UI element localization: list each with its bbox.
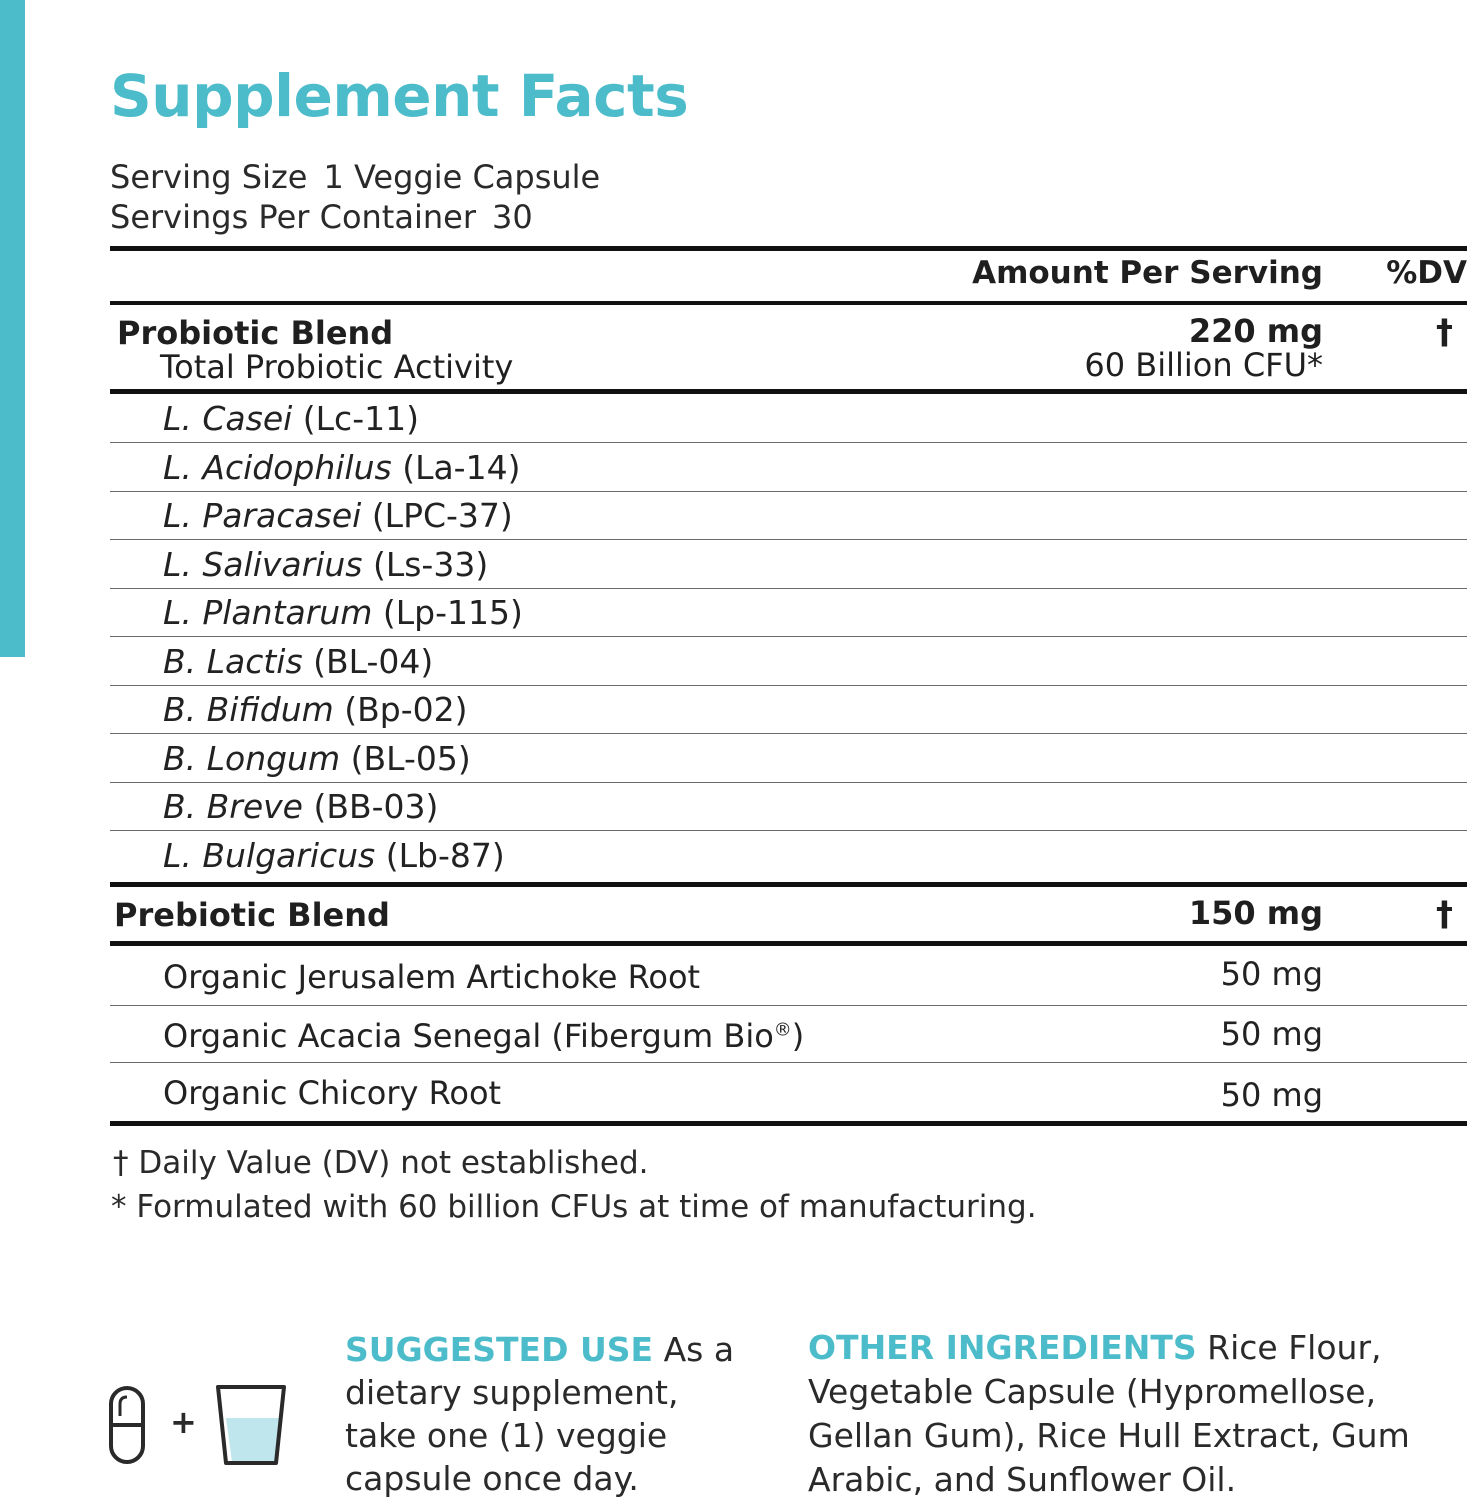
dv-header: %DV	[1386, 255, 1467, 291]
strain-code: (Ls-33)	[372, 544, 489, 584]
strain-code: (Lc-11)	[302, 399, 419, 438]
ingredient-amount: 50 mg	[1220, 1076, 1323, 1114]
plus-sign: +	[170, 1403, 197, 1441]
strain-species: L. Plantarum	[163, 593, 373, 632]
page-title: Supplement Facts	[110, 62, 689, 130]
serving-size-value: 1 Veggie Capsule	[323, 158, 601, 196]
strain-text	[163, 835, 505, 875]
strain-species: B. Bifidum	[163, 690, 334, 729]
strain-species: B. Longum	[163, 738, 341, 778]
ingredient-row	[110, 1006, 1467, 1062]
prebiotic-blend-amount: 150 mg	[1188, 894, 1323, 932]
probiotic-blend-row	[110, 305, 1467, 389]
strain-row	[110, 394, 1467, 442]
asterisk-note: * Formulated with 60 billion CFUs at time of manufacturing.	[111, 1189, 1037, 1225]
suggested-use-heading: SUGGESTED USE	[345, 1330, 654, 1369]
ingredient-amount: 50 mg	[1220, 955, 1323, 993]
prebiotic-blend-dv: †	[1436, 894, 1453, 934]
amount-header: Amount Per Serving	[972, 255, 1323, 291]
strain-species: B. Breve	[163, 787, 303, 826]
strain-species: L. Casei	[163, 399, 293, 438]
other-ingredients-text: Rice Flour, Vegetable Capsule (Hypromellose, Gellan Gum), Rice Hull Extract, Gum Arabic, and Sunflower Oil.	[808, 1328, 1410, 1499]
registered-mark: ®	[773, 1019, 792, 1041]
serving-size-label: Serving Size	[110, 158, 308, 196]
strain-species: L. Bulgaricus	[163, 835, 376, 875]
ingredient-name: Organic Jerusalem Artichoke Root	[163, 958, 701, 996]
strain-row	[110, 588, 1467, 636]
ingredient-amount: 50 mg	[1220, 1015, 1323, 1053]
suggested-use-section	[345, 1328, 735, 1500]
strain-row	[110, 782, 1467, 830]
strain-row	[110, 491, 1467, 539]
strain-code: (La-14)	[402, 447, 521, 487]
ingredient-row	[110, 946, 1467, 1004]
strain-species: L. Paracasei	[163, 496, 362, 535]
strain-text	[163, 399, 419, 438]
strain-text	[163, 593, 523, 632]
strain-row	[110, 637, 1467, 685]
strain-code: (BL-04)	[313, 641, 434, 681]
strain-row	[110, 443, 1467, 491]
strain-text	[163, 641, 434, 681]
strain-row	[110, 685, 1467, 733]
strain-text	[163, 690, 468, 729]
strain-code: (BL-05)	[350, 738, 471, 778]
strain-species: B. Lactis	[163, 641, 303, 681]
ingredient-row	[110, 1063, 1467, 1121]
servings-per-container-label: Servings Per Container	[110, 198, 476, 236]
total-probiotic-activity-value: 60 Billion CFU*	[1084, 346, 1323, 384]
suggested-use-icons	[108, 1384, 288, 1466]
strain-code: (Lp-115)	[382, 593, 523, 632]
ingredient-name: Organic Chicory Root	[163, 1074, 502, 1112]
strain-text	[163, 447, 521, 487]
strain-row	[110, 734, 1467, 782]
servings-per-container-line	[110, 198, 533, 236]
probiotic-blend-name: Probiotic Blend	[117, 314, 394, 352]
prebiotic-blend-row	[110, 887, 1467, 941]
strain-text	[163, 738, 471, 778]
dagger-note: † Daily Value (DV) not established.	[113, 1145, 649, 1181]
probiotic-blend-dv: †	[1436, 312, 1453, 352]
strain-row	[110, 831, 1467, 879]
strain-text	[163, 787, 439, 826]
ingredient-name: Organic Acacia Senegal (Fibergum Bio®)	[163, 1017, 805, 1055]
total-probiotic-activity-label: Total Probiotic Activity	[160, 348, 514, 386]
strain-text	[163, 544, 489, 584]
accent-bar	[0, 0, 25, 657]
strain-code: (LPC-37)	[371, 496, 513, 535]
capsule-icon	[111, 1388, 143, 1462]
water-cup-icon	[218, 1387, 284, 1463]
other-ingredients-section	[808, 1326, 1458, 1502]
other-ingredients-heading: OTHER INGREDIENTS	[808, 1328, 1197, 1367]
bottom-rule	[110, 1121, 1467, 1126]
probiotic-blend-amount: 220 mg	[1188, 312, 1323, 350]
strain-species: L. Salivarius	[163, 544, 363, 584]
strain-text	[163, 496, 513, 535]
suggested-use-text: As a dietary supplement, take one (1) veggie capsule once day.	[345, 1330, 735, 1498]
serving-size-line	[110, 158, 600, 196]
strain-species: L. Acidophilus	[163, 447, 392, 487]
top-rule	[110, 246, 1467, 251]
strain-code: (Lb-87)	[385, 835, 505, 875]
strain-row	[110, 540, 1467, 588]
strain-code: (BB-03)	[313, 787, 439, 826]
servings-per-container-value: 30	[491, 198, 533, 236]
strain-code: (Bp-02)	[344, 690, 468, 729]
prebiotic-blend-name: Prebiotic Blend	[114, 896, 390, 934]
